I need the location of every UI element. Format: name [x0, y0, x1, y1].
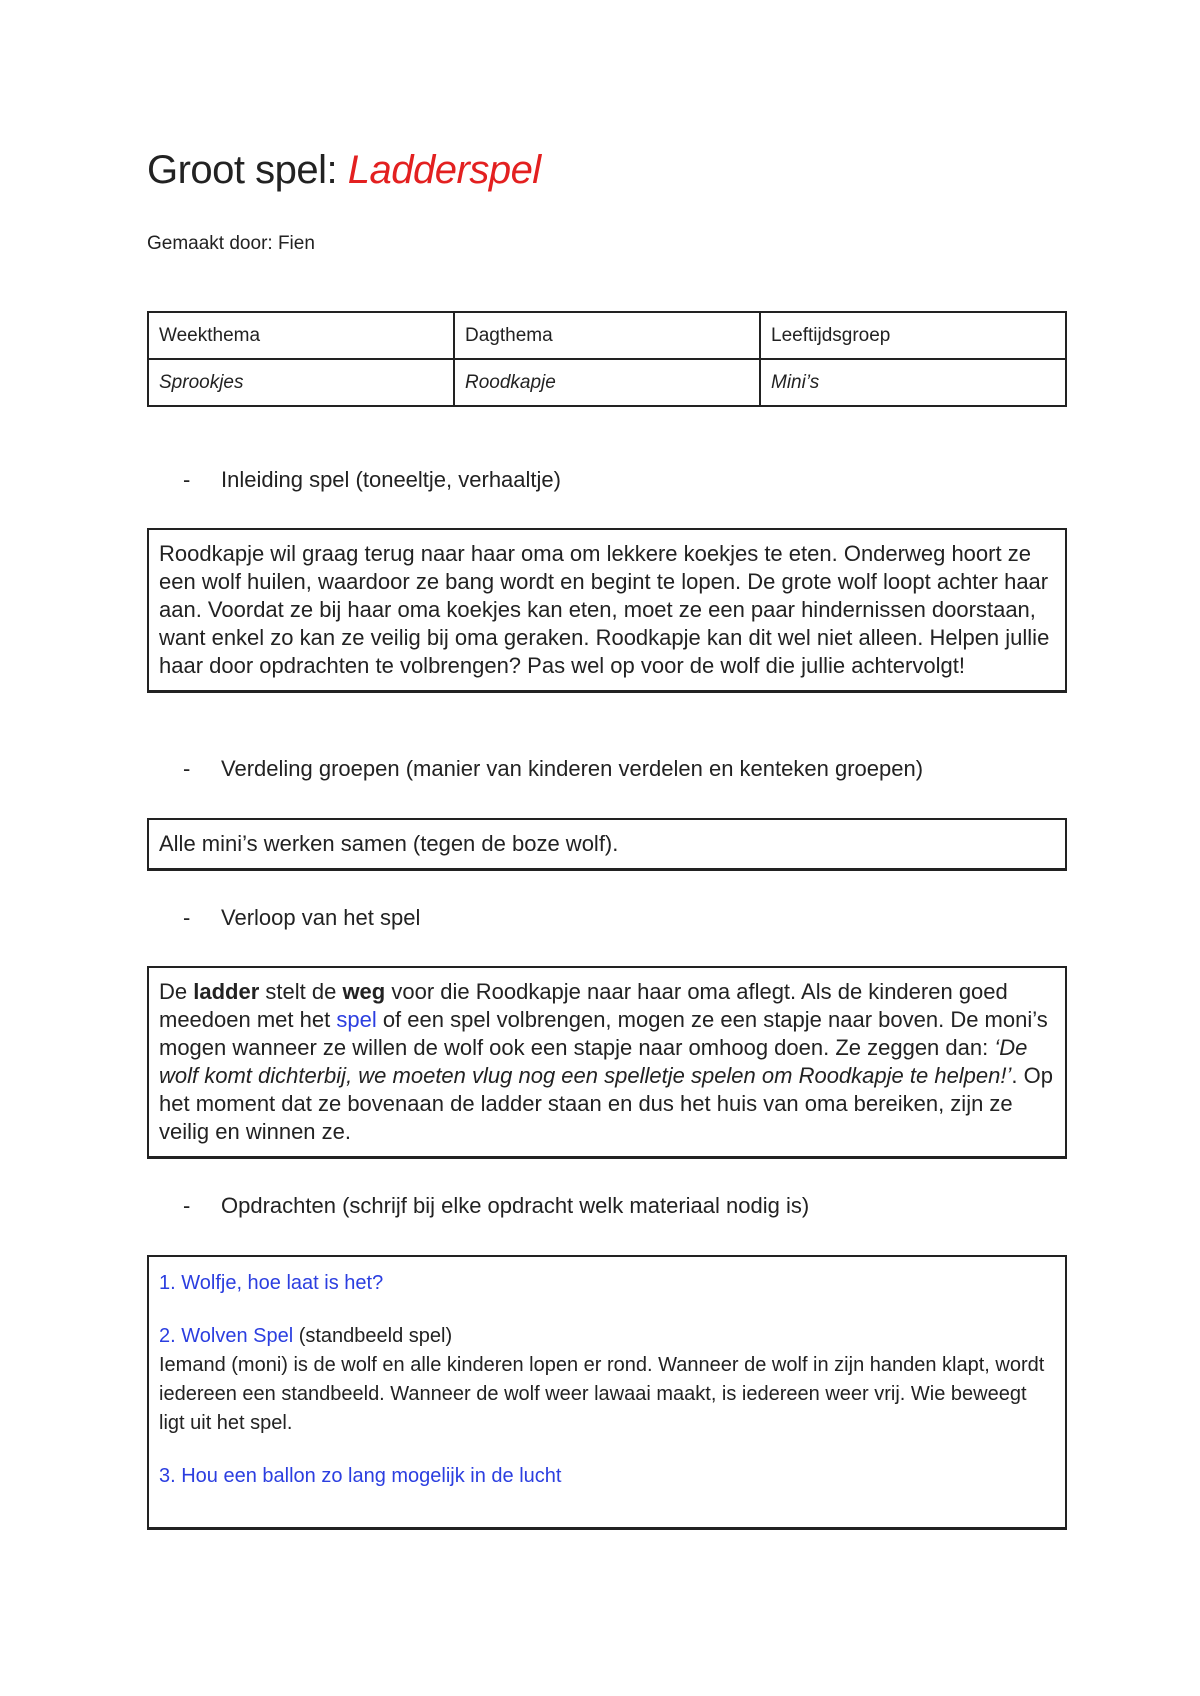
course-text-part: of een spel volbrengen, mogen ze een stapje naar boven. De moni’s mogen wanneer ze willen de wolf ook een stapje naar omhoog doen. Ze zeggen dan:	[159, 1007, 1048, 1060]
bullet-dash: -	[183, 756, 191, 781]
course-bold-ladder: ladder	[193, 979, 260, 1004]
bullet-dash: -	[183, 1193, 191, 1218]
course-text-part: stelt de	[259, 979, 343, 1004]
bullet-dash: -	[183, 467, 191, 492]
value-leeftijdsgroep: Mini’s	[760, 359, 1066, 406]
header-leeftijdsgroep: Leeftijdsgroep	[760, 312, 1066, 359]
author-line: Gemaakt door: Fien	[147, 233, 315, 254]
task-2-subtitle: (standbeeld spel)	[293, 1325, 453, 1347]
meta-table-header-row	[148, 312, 1066, 359]
groups-heading-text: Verdeling groepen (manier van kinderen verdelen en kenteken groepen)	[221, 756, 924, 781]
task-2-title[interactable]: 2. Wolven Spel	[159, 1325, 294, 1347]
course-spel-link[interactable]: spel	[336, 1007, 377, 1032]
tasks-heading	[183, 1193, 809, 1219]
tasks-heading-text: Opdrachten (schrijf bij elke opdracht welk materiaal nodig is)	[221, 1193, 810, 1218]
course-quote: ‘De wolf komt dichterbij, we moeten vlug nog een spelletje spelen om Roodkapje te helpen!’	[159, 1035, 1028, 1088]
groups-box	[147, 818, 1067, 871]
meta-table-value-row	[148, 359, 1066, 406]
bullet-dash: -	[183, 905, 191, 930]
course-heading	[183, 905, 420, 931]
course-bold-weg: weg	[342, 979, 386, 1004]
course-text	[159, 978, 1055, 1146]
groups-heading	[183, 756, 923, 782]
game-name: Ladderspel	[347, 148, 541, 192]
title-prefix: Groot spel:	[147, 148, 348, 192]
groups-text: Alle mini’s werken samen (tegen de boze wolf).	[159, 831, 619, 856]
task-2	[159, 1322, 1055, 1351]
task-3[interactable]: 3. Hou een ballon zo lang mogelijk in de lucht	[159, 1465, 562, 1487]
task-2-description: Iemand (moni) is de wolf en alle kinderen lopen er rond. Wanneer de wolf in zijn handen klapt, wordt iedereen een standbeeld. Wanneer de wolf weer lawaai maakt, is iedereen weer vrij. Wie beweegt ligt uit het spel.	[159, 1354, 1045, 1434]
value-dagthema: Roodkapje	[454, 359, 760, 406]
header-dagthema: Dagthema	[454, 312, 760, 359]
intro-box	[147, 528, 1067, 693]
course-heading-text: Verloop van het spel	[221, 905, 421, 930]
value-weekthema: Sprookjes	[148, 359, 454, 406]
intro-heading-text: Inleiding spel (toneeltje, verhaaltje)	[221, 467, 561, 492]
course-text-part: voor die Roodkapje naar haar oma aflegt. Als de kinderen goed meedoen met het	[159, 979, 1008, 1032]
course-box	[147, 966, 1067, 1159]
page-title	[147, 148, 541, 193]
task-1[interactable]: 1. Wolfje, hoe laat is het?	[159, 1272, 384, 1294]
course-text-part: De	[159, 979, 194, 1004]
course-text-part: . Op het moment dat ze bovenaan de ladder staan en dus het huis van oma bereiken, zijn ze veilig en winnen ze.	[159, 1063, 1053, 1144]
intro-text: Roodkapje wil graag terug naar haar oma om lekkere koekjes te eten. Onderweg hoort ze een wolf huilen, waardoor ze bang wordt en begint te lopen. De grote wolf loopt achter haar aan. Voordat ze bij haar oma koekjes kan eten, moet ze een paar hindernissen doorstaan, want enkel zo kan ze veilig bij oma geraken. Roodkapje kan dit wel niet alleen. Helpen jullie haar door opdrachten te volbrengen? Pas wel op voor de wolf die jullie achtervolgt!	[159, 541, 1050, 678]
meta-table	[147, 311, 1067, 407]
intro-heading	[183, 467, 561, 493]
header-weekthema: Weekthema	[148, 312, 454, 359]
tasks-box	[147, 1255, 1067, 1530]
